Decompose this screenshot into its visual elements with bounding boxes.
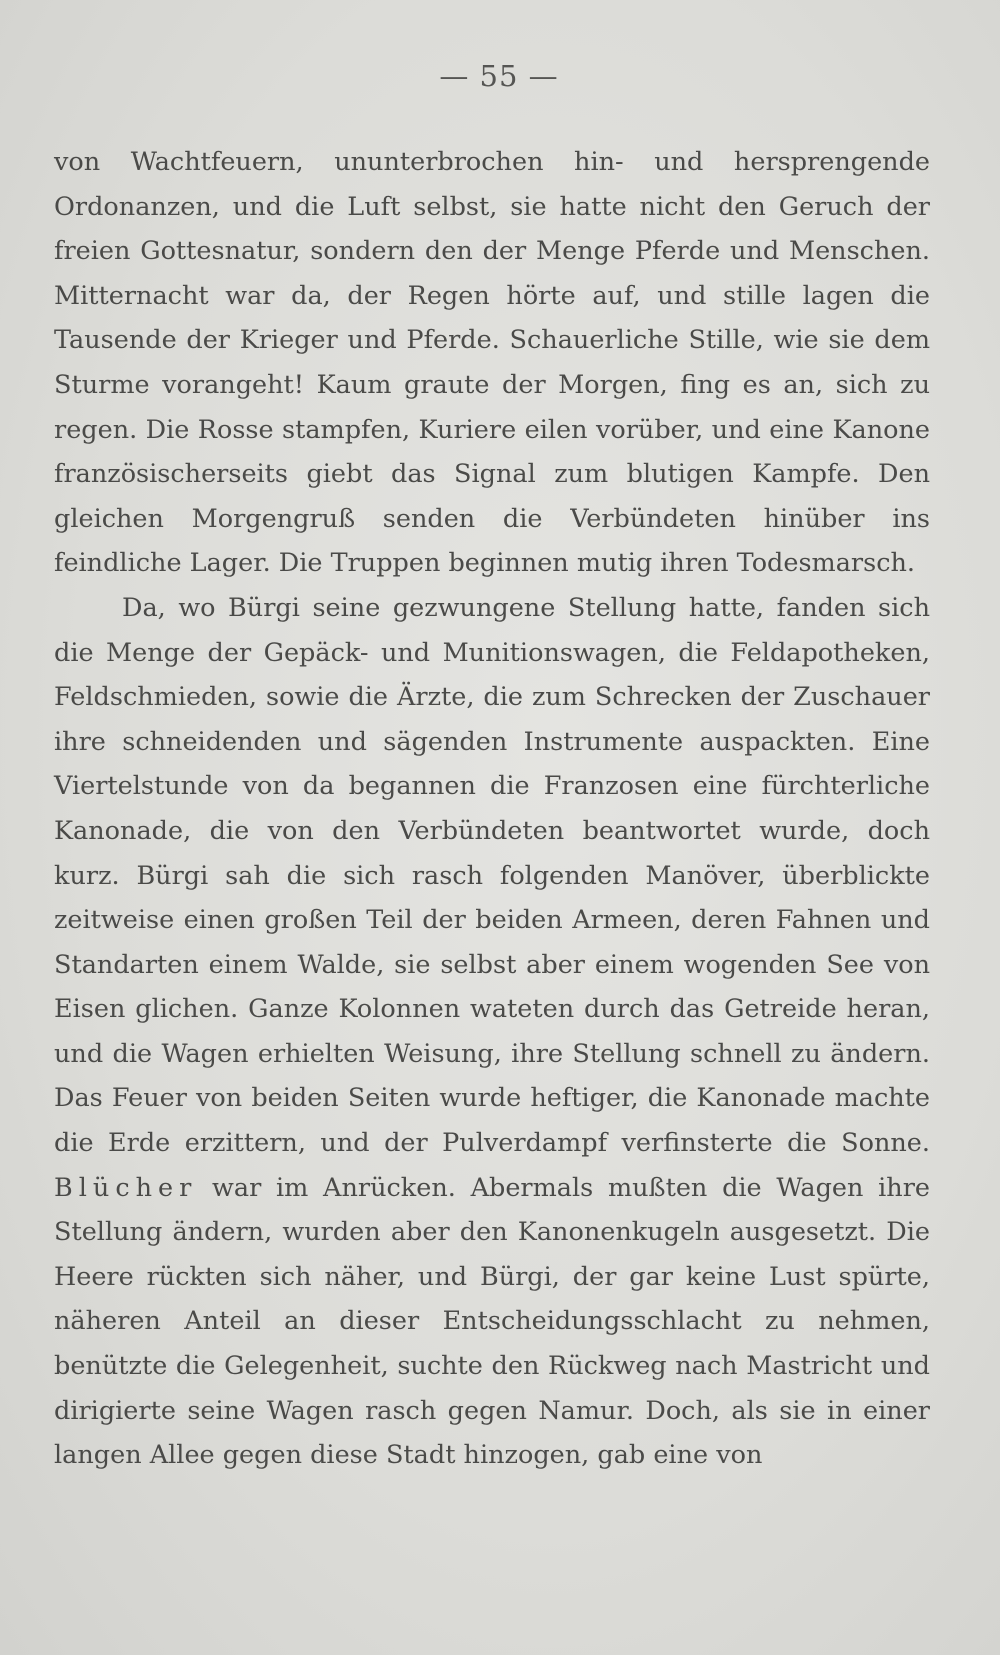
body-text	[54, 140, 930, 1478]
page-number: — 55 —	[439, 59, 559, 93]
spaced-name-bluecher: Blücher	[54, 1172, 198, 1203]
paragraph-2-text-after: war im Anrücken. Abermals mußten die Wagen ihre Stellung ändern, wurden aber den Kanonenkugeln ausgesetzt. Die Heere rückten sich näher, und Bürgi, der gar keine Lust spürte, näheren Anteil an dieser Entscheidungsschlacht zu nehmen, benützte die Gelegenheit, suchte den Rückweg nach Mastricht und dirigierte seine Wagen rasch gegen Namur. Doch, als sie in einer langen Allee gegen diese Stadt hinzogen, gab eine von	[54, 1172, 930, 1471]
paragraph-2	[54, 586, 930, 1478]
paragraph-2-text-before: Da, wo Bürgi seine gezwungene Stellung hatte, fanden sich die Menge der Gepäck- und Munitionswagen, die Feldapotheken, Feldschmieden, sowie die Ärzte, die zum Schrecken der Zuschauer ihre schneidenden und sägenden Instrumente auspackten. Eine Viertelstunde von da begannen die Franzosen eine fürchterliche Kanonade, die von den Verbündeten beantwortet wurde, doch kurz. Bürgi sah die sich rasch folgenden Manöver, überblickte zeitweise einen großen Teil der beiden Armeen, deren Fahnen und Standarten einem Walde, sie selbst aber einem wogenden See von Eisen glichen. Ganze Kolonnen wateten durch das Getreide heran, und die Wagen erhielten Weisung, ihre Stellung schnell zu ändern. Das Feuer von beiden Seiten wurde heftiger, die Kanonade machte die Erde erzittern, und der Pulverdampf verfinsterte die Sonne.	[54, 592, 930, 1159]
paragraph-1: von Wachtfeuern, ununterbrochen hin- und hersprengende Ordonanzen, und die Luft selbst, sie hatte nicht den Geruch der freien Gottesnatur, sondern den der Menge Pferde und Menschen. Mitternacht war da, der Regen hörte auf, und stille lagen die Tausende der Krieger und Pferde. Schauerliche Stille, wie sie dem Sturme vorangeht! Kaum graute der Morgen, fing es an, sich zu regen. Die Rosse stampfen, Kuriere eilen vorüber, und eine Kanone französischerseits giebt das Signal zum blutigen Kampfe. Den gleichen Morgengruß senden die Verbündeten hinüber ins feindliche Lager. Die Truppen beginnen mutig ihren Todesmarsch.	[54, 147, 930, 579]
